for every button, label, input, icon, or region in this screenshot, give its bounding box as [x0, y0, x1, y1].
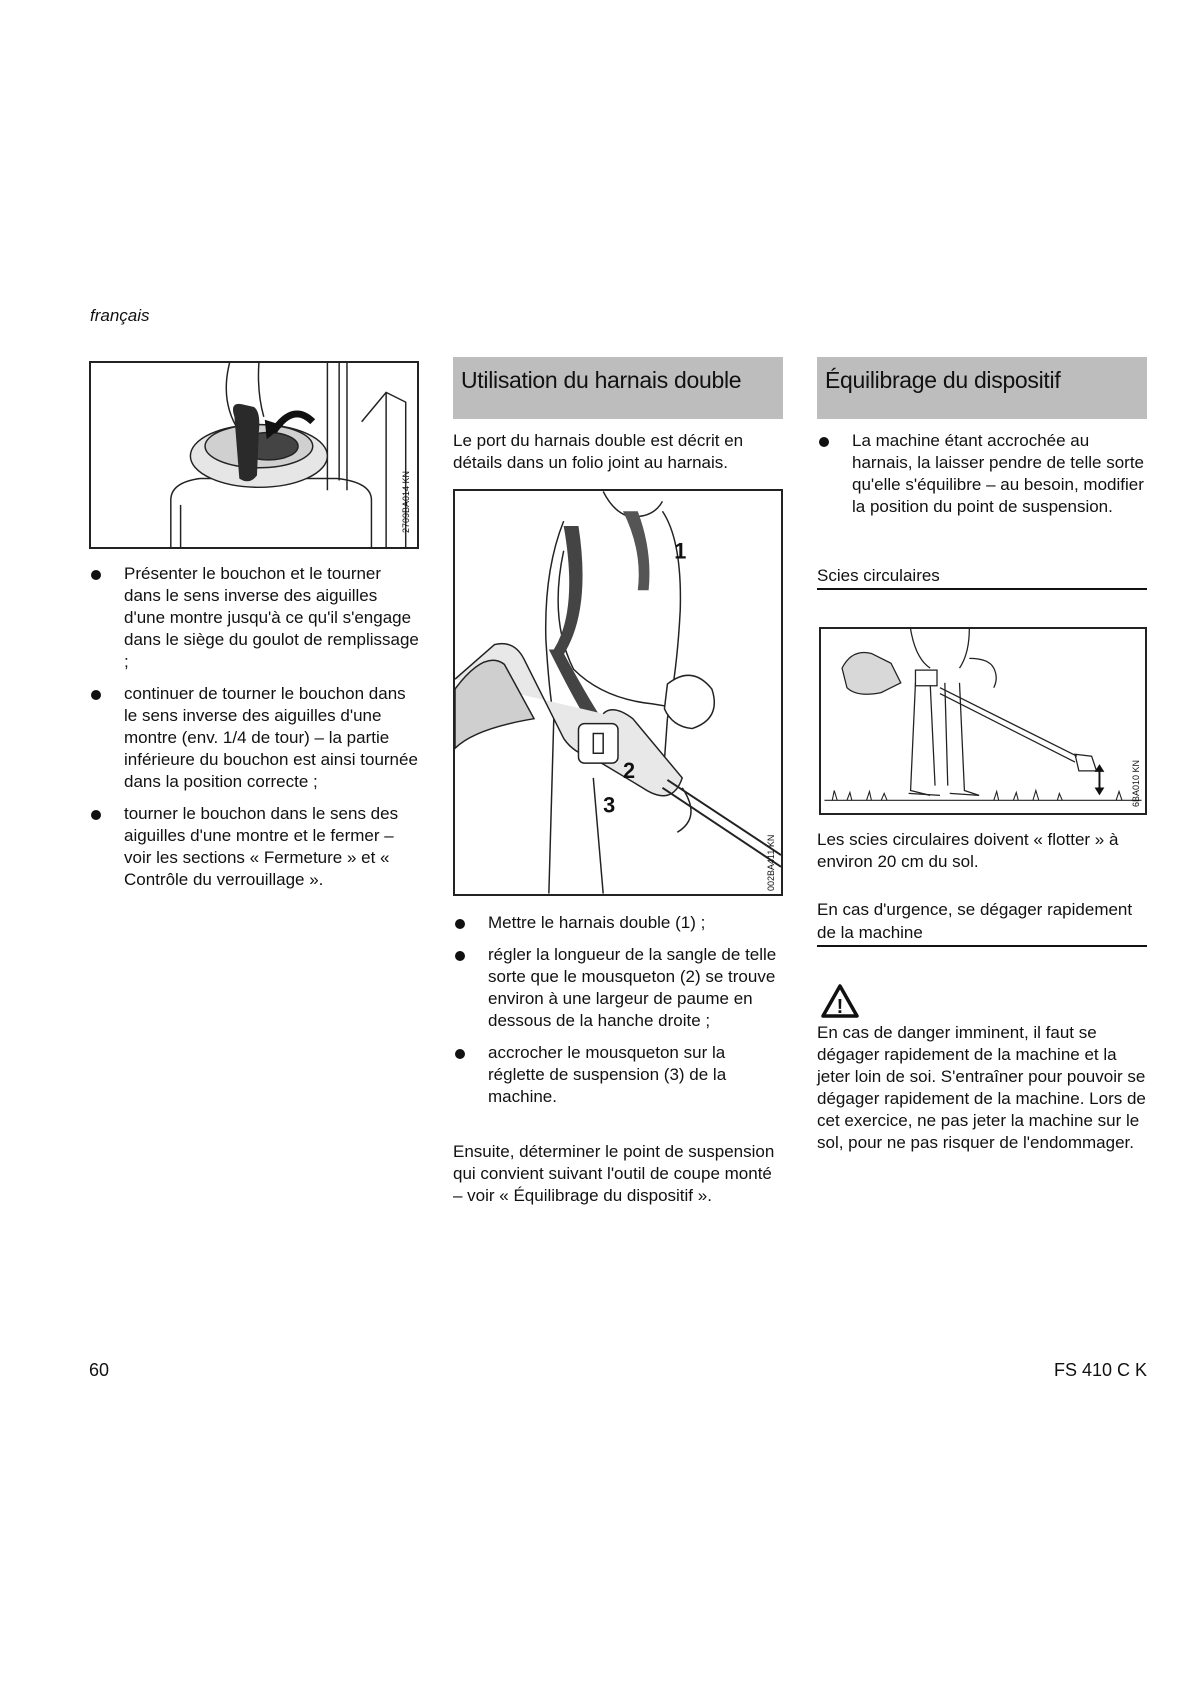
harness-instructions — [453, 912, 783, 1118]
list-item: tourner le bouchon dans le sens des aiguilles d'une montre et le fermer – voir les sections « Fermeture » et « Contrôle du verrouillage ». — [89, 803, 419, 891]
fuel-cap-figure — [89, 361, 419, 549]
callout-1: 1 — [674, 538, 687, 564]
figure-code: 2709BA014 KN — [401, 470, 411, 533]
model-label: FS 410 C K — [1053, 1360, 1147, 1380]
figure-code: 6BA010 KN — [1131, 759, 1141, 807]
warning-icon — [820, 983, 860, 1019]
language-label: français — [90, 306, 150, 325]
saw-figure — [819, 627, 1147, 815]
harness-figure — [453, 489, 783, 896]
warning-symbol: ! — [836, 996, 844, 1018]
subheading-circular-saws: Scies circulaires — [817, 564, 1147, 590]
cap-instructions — [89, 563, 419, 901]
list-item: régler la longueur de la sangle de telle sorte que le mousqueton (2) se trouve environ à une largeur de paume en dessous de la hanche droite ; — [453, 944, 783, 1032]
subheading-emergency: En cas d'urgence, se dégager rapidement de la machine — [817, 898, 1147, 947]
list-item: La machine étant accrochée au harnais, la laisser pendre de telle sorte qu'elle s'équilibre – au besoin, modifier la position du point de suspension. — [817, 430, 1147, 518]
list-item: continuer de tourner le bouchon dans le sens inverse des aiguilles d'une montre (env. 1/4 de tour) – la partie inférieure du bouchon est ainsi tournée dans la position correcte ; — [89, 683, 419, 793]
list-item: Mettre le harnais double (1) ; — [453, 912, 783, 934]
harness-illustration — [455, 491, 781, 894]
fuel-cap-illustration — [91, 363, 417, 547]
list-item: accrocher le mousqueton sur la réglette de suspension (3) de la machine. — [453, 1042, 783, 1108]
harness-intro: Le port du harnais double est décrit en détails dans un folio joint au harnais. — [453, 431, 744, 472]
figure-code: 002BA411 KN — [766, 834, 776, 891]
page-number: 60 — [89, 1360, 110, 1380]
balancing-instructions — [817, 430, 1147, 528]
saw-text: Les scies circulaires doivent « flotter » à environ 20 cm du sol. — [817, 830, 1119, 871]
harness-closing: Ensuite, déterminer le point de suspension qui convient suivant l'outil de coupe monté – voir « Équilibrage du dispositif ». — [453, 1142, 775, 1205]
section-heading-harness: Utilisation du harnais double — [453, 357, 783, 419]
list-item: Présenter le bouchon et le tourner dans le sens inverse des aiguilles d'une montre jusqu'à ce qu'il s'engage dans le siège du goulot de remplissage ; — [89, 563, 419, 673]
callout-3: 3 — [603, 792, 616, 818]
warning-text: En cas de danger imminent, il faut se dégager rapidement de la machine et la jeter loin de soi. S'entraîner pour pouvoir se dégager rapidement de la machine. Lors de cet exercice, ne pas jeter la machine sur le sol, pour ne pas risquer de l'endommager. — [817, 1023, 1146, 1152]
callout-2: 2 — [622, 757, 636, 783]
section-heading-balancing: Équilibrage du dispositif — [817, 357, 1147, 419]
saw-illustration — [821, 629, 1145, 813]
